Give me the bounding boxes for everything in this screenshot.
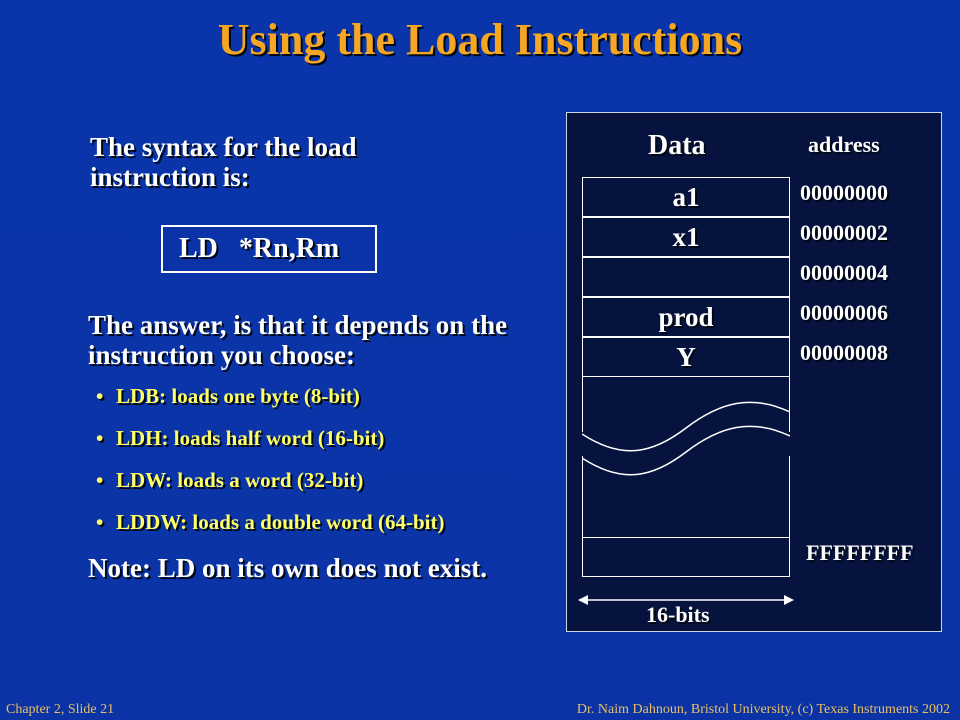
bullet-text-ldb: LDB: loads one byte (8-bit)	[116, 384, 360, 408]
address-label: 00000002	[800, 220, 888, 245]
footer-slide-number: Chapter 2, Slide 21	[6, 702, 115, 717]
bullet-dot-icon: •	[96, 468, 104, 492]
address-label: 00000004	[800, 260, 888, 285]
width-label: 16-bits	[646, 602, 710, 627]
memory-cell-prod: prod	[582, 297, 790, 337]
syntax-code-box: LD *Rn,Rm	[161, 225, 377, 273]
address-label: 00000000	[800, 180, 888, 205]
bullet-item	[96, 426, 384, 451]
answer-text: The answer, is that it depends on the instruction you choose:	[88, 310, 508, 370]
slide-title: Using the Load Instructions	[217, 15, 743, 64]
data-column-header: Data	[648, 130, 706, 161]
bullet-text-ldw: LDW: loads a word (32-bit)	[116, 468, 364, 492]
memory-cell-last	[582, 537, 790, 577]
bullet-dot-icon: •	[96, 426, 104, 450]
bullet-item	[96, 510, 444, 535]
address-label: 00000008	[800, 340, 888, 365]
memory-cell-y: Y	[582, 337, 790, 377]
memory-cell-x1: x1	[582, 217, 790, 257]
address-column-header: address	[808, 132, 880, 157]
syntax-intro-text: The syntax for the load instruction is:	[90, 132, 357, 192]
bullet-item	[96, 468, 363, 493]
bullet-dot-icon: •	[96, 384, 104, 408]
memory-cell-a1: a1	[582, 177, 790, 217]
address-label: 00000006	[800, 300, 888, 325]
note-text: Note: LD on its own does not exist.	[88, 553, 488, 583]
last-address-label: FFFFFFFF	[806, 540, 914, 565]
bullet-item	[96, 384, 360, 409]
bullet-text-lddw: LDDW: loads a double word (64-bit)	[116, 510, 445, 534]
footer-credits: Dr. Naim Dahnoun, Bristol University, (c) Texas Instruments 2002	[576, 702, 950, 717]
bullet-text-ldh: LDH: loads half word (16-bit)	[116, 426, 385, 450]
memory-cell-empty	[582, 257, 790, 297]
memory-break-wave-icon	[582, 390, 790, 490]
bullet-dot-icon: •	[96, 510, 104, 534]
